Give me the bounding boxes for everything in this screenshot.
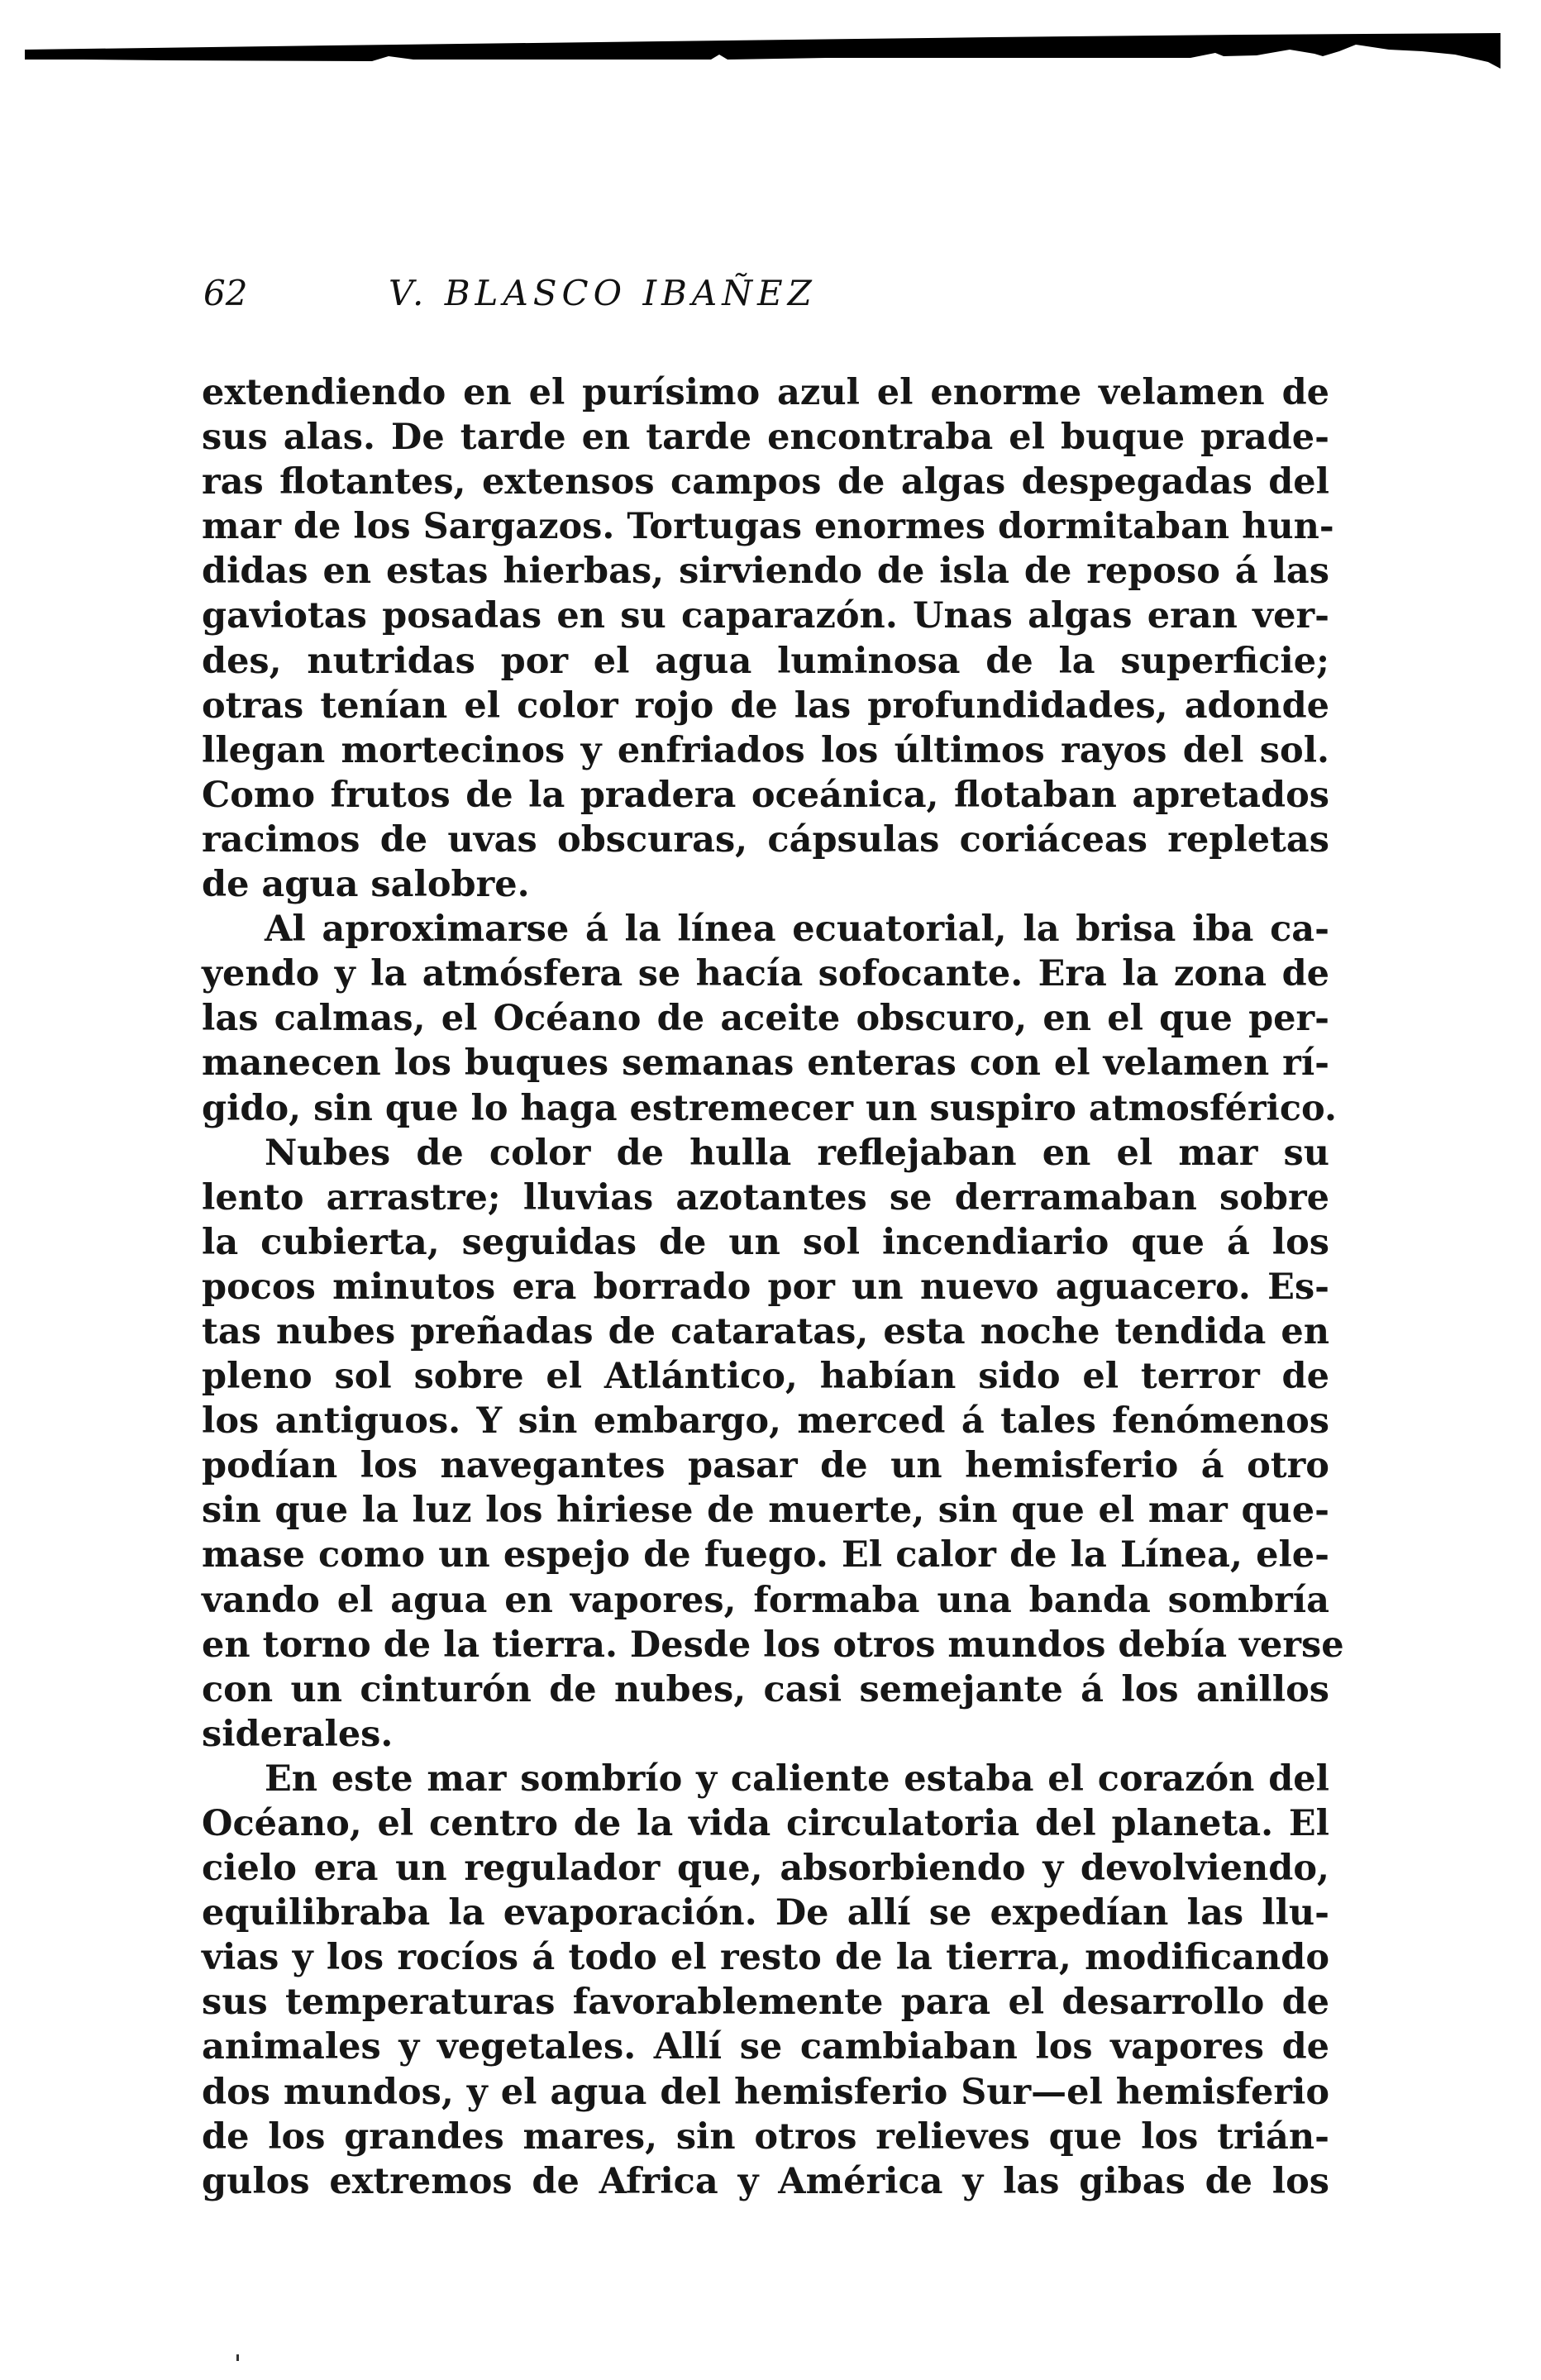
text-line: pleno sol sobre el Atlántico, habían sido el terror de: [202, 1356, 1329, 1398]
text-line: tas nubes preñadas de cataratas, esta noche tendida en: [202, 1310, 1329, 1352]
paragraph: [202, 907, 1337, 1130]
text-line: en torno de la tierra. Desde los otros mundos debía verse: [202, 1624, 1344, 1666]
text-line: gaviotas posadas en su caparazón. Unas algas eran ver-: [202, 595, 1329, 637]
paragraph: [202, 1757, 1329, 2204]
text-line: Al aproximarse á la línea ecuatorial, la brisa iba ca-: [265, 909, 1329, 951]
text-line: des, nutridas por el agua luminosa de la superficie;: [202, 640, 1329, 682]
page-top-edge-rule: [0, 0, 1541, 91]
paragraph: [202, 370, 1334, 907]
text-line: yendo y la atmósfera se hacía sofocante. Era la zona de: [202, 953, 1329, 995]
text-line: de agua salobre.: [202, 864, 530, 906]
text-line: sus alas. De tarde en tarde encontraba el buque prade-: [202, 417, 1329, 459]
running-head: [0, 273, 1541, 331]
text-line: manecen los buques semanas enteras con el velamen rí-: [202, 1042, 1329, 1085]
text-line: siderales.: [202, 1713, 394, 1755]
text-line: los antiguos. Y sin embargo, merced á tales fenómenos: [202, 1400, 1329, 1443]
text-line: Océano, el centro de la vida circulatoria del planeta. El: [202, 1803, 1329, 1844]
text-line: Nubes de color de hulla reflejaban en el mar su: [265, 1132, 1329, 1174]
text-line: didas en estas hierbas, sirviendo de isla de reposo á las: [202, 551, 1329, 593]
text-line: cielo era un regulador que, absorbiendo y devolviendo,: [202, 1848, 1329, 1890]
running-title: V. BLASCO IBAÑEZ: [389, 273, 817, 313]
text-line: animales y vegetales. Allí se cambiaban los vapores de: [202, 2026, 1329, 2068]
text-line: En este mar sombrío y caliente estaba el corazón del: [265, 1758, 1329, 1800]
text-line: dos mundos, y el agua del hemisferio Sur—el hemisferio: [202, 2071, 1329, 2113]
scan-speck: [236, 2354, 239, 2361]
text-line: mar de los Sargazos. Tortugas enormes dormitaban hun-: [202, 506, 1334, 548]
text-line: de los grandes mares, sin otros relieves que los trián-: [202, 2115, 1329, 2158]
text-line: sin que la luz los hiriese de muerte, sin que el mar que-: [202, 1490, 1329, 1532]
text-line: las calmas, el Océano de aceite obscuro, en el que per-: [202, 998, 1329, 1040]
text-line: lento arrastre; lluvias azotantes se derramaban sobre: [202, 1176, 1329, 1219]
text-line: otras tenían el color rojo de las profundidades, adonde: [202, 684, 1329, 727]
text-line: sus temperaturas favorablemente para el desarrollo de: [202, 1982, 1329, 2024]
text-line: ras flotantes, extensos campos de algas despegadas del: [202, 461, 1329, 503]
text-line: racimos de uvas obscuras, cápsulas coriáceas repletas: [202, 818, 1329, 861]
text-line: la cubierta, seguidas de un sol incendiario que á los: [202, 1221, 1329, 1263]
text-line: pocos minutos era borrado por un nuevo aguacero. Es-: [202, 1266, 1329, 1308]
text-line: vias y los rocíos á todo el resto de la tierra, modificando: [202, 1937, 1329, 1979]
text-line: Como frutos de la pradera oceánica, flotaban apretados: [202, 774, 1329, 816]
paragraph: [202, 1131, 1344, 1757]
text-line: extendiendo en el purísimo azul el enorme velamen de: [202, 372, 1329, 413]
text-line: gulos extremos de Africa y América y las gibas de los: [202, 2160, 1329, 2202]
text-line: gido, sin que lo haga estremecer un suspiro atmosférico.: [202, 1087, 1337, 1129]
body-text: [202, 370, 1344, 2204]
text-line: mase como un espejo de fuego. El calor de la Línea, ele-: [202, 1534, 1329, 1576]
text-line: podían los navegantes pasar de un hemisferio á otro: [202, 1445, 1329, 1487]
page-number: 62: [203, 273, 248, 313]
text-line: llegan mortecinos y enfriados los últimos rayos del sol.: [202, 729, 1329, 771]
text-line: equilibraba la evaporación. De allí se expedían las llu-: [202, 1892, 1329, 1934]
text-line: con un cinturón de nubes, casi semejante á los anillos: [202, 1668, 1329, 1710]
text-line: vando el agua en vapores, formaba una banda sombría: [202, 1579, 1329, 1621]
